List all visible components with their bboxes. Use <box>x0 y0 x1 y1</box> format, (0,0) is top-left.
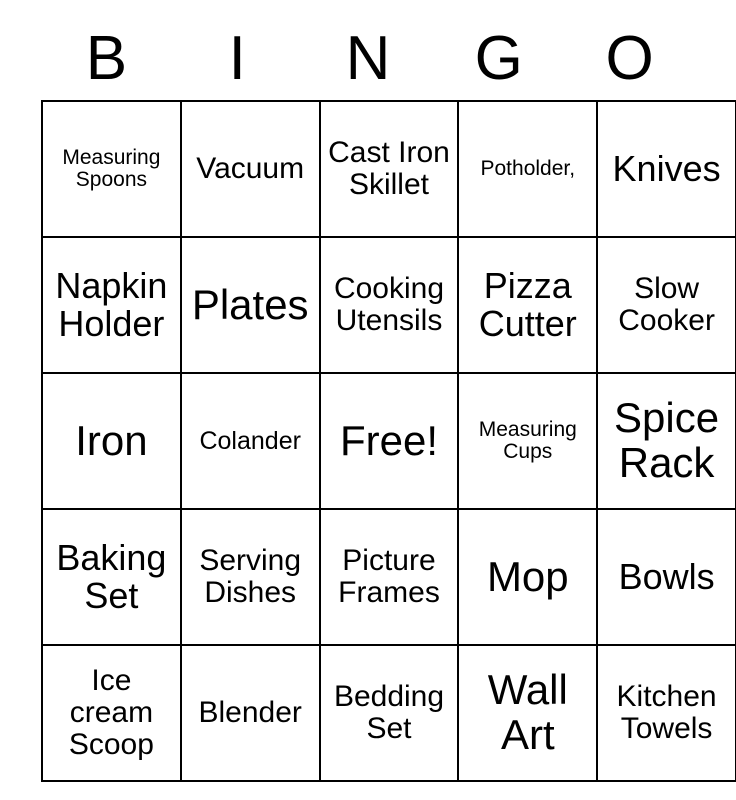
bingo-cell-label: Baking Set <box>56 536 167 616</box>
bingo-cell-label: Picture Frames <box>338 544 440 609</box>
bingo-cell[interactable] <box>458 645 597 781</box>
bingo-cell[interactable] <box>320 101 459 237</box>
bingo-cell[interactable] <box>42 101 181 237</box>
bingo-cell[interactable] <box>42 645 181 781</box>
bingo-cell[interactable] <box>181 373 320 509</box>
bingo-cell-label: Serving Dishes <box>199 544 302 609</box>
bingo-cell[interactable] <box>42 509 181 645</box>
bingo-header-letter-n: N <box>345 24 391 93</box>
bingo-cell-label: Measuring Cups <box>478 417 577 463</box>
bingo-cell[interactable] <box>597 373 736 509</box>
bingo-cell-label: Plates <box>191 280 309 328</box>
bingo-cell-label: Knives <box>612 147 721 189</box>
bingo-header-letter-b: B <box>85 24 128 93</box>
bingo-cell[interactable] <box>320 237 459 373</box>
bingo-cell-label: Spice Rack <box>614 394 720 486</box>
bingo-cell[interactable] <box>42 237 181 373</box>
bingo-cell-label: Iron <box>75 416 148 464</box>
bingo-cell-free[interactable] <box>320 373 459 509</box>
bingo-cell-label: Free! <box>339 416 438 464</box>
bingo-cell[interactable] <box>320 645 459 781</box>
bingo-row <box>42 237 736 373</box>
bingo-header-letter-g: G <box>474 24 523 93</box>
bingo-cell[interactable] <box>597 509 736 645</box>
bingo-cell[interactable] <box>320 509 459 645</box>
bingo-cell-label: Kitchen Towels <box>616 680 717 745</box>
bingo-cell-label: Cast Iron Skillet <box>328 136 450 201</box>
bingo-cell[interactable] <box>181 101 320 237</box>
bingo-header-letter-o: O <box>605 24 654 93</box>
bingo-cell[interactable] <box>458 373 597 509</box>
bingo-cell-label: Mop <box>486 552 569 600</box>
bingo-row <box>42 101 736 237</box>
bingo-cell-label: Cooking Utensils <box>333 272 445 337</box>
bingo-cell[interactable] <box>458 101 597 237</box>
bingo-cell-label: Blender <box>198 696 302 730</box>
bingo-header-row <box>41 18 695 100</box>
bingo-cell[interactable] <box>42 373 181 509</box>
bingo-cell-label: Bowls <box>618 555 715 597</box>
bingo-cell[interactable] <box>458 509 597 645</box>
bingo-cell[interactable] <box>597 645 736 781</box>
bingo-header-letter-i: I <box>228 24 246 93</box>
bingo-cell-label: Wall Art <box>487 666 568 758</box>
bingo-cell-label: Napkin Holder <box>55 264 168 344</box>
bingo-cell[interactable] <box>597 237 736 373</box>
bingo-cell-label: Bedding Set <box>333 680 445 745</box>
bingo-cell-label: Vacuum <box>196 152 305 186</box>
bingo-cell[interactable] <box>181 237 320 373</box>
bingo-cell[interactable] <box>597 101 736 237</box>
bingo-cell-label: Ice cream Scoop <box>68 664 154 761</box>
bingo-cell-label: Measuring Spoons <box>62 145 161 191</box>
bingo-card <box>41 18 721 782</box>
bingo-cell-label: Pizza Cutter <box>478 264 577 344</box>
bingo-cell-label: Colander <box>199 426 301 455</box>
bingo-cell[interactable] <box>181 645 320 781</box>
bingo-row <box>42 373 736 509</box>
bingo-cell-label: Potholder, <box>480 156 576 180</box>
bingo-grid <box>41 100 736 782</box>
bingo-row <box>42 645 736 781</box>
bingo-cell[interactable] <box>181 509 320 645</box>
bingo-cell[interactable] <box>458 237 597 373</box>
bingo-cell-label: Slow Cooker <box>618 272 715 337</box>
bingo-row <box>42 509 736 645</box>
